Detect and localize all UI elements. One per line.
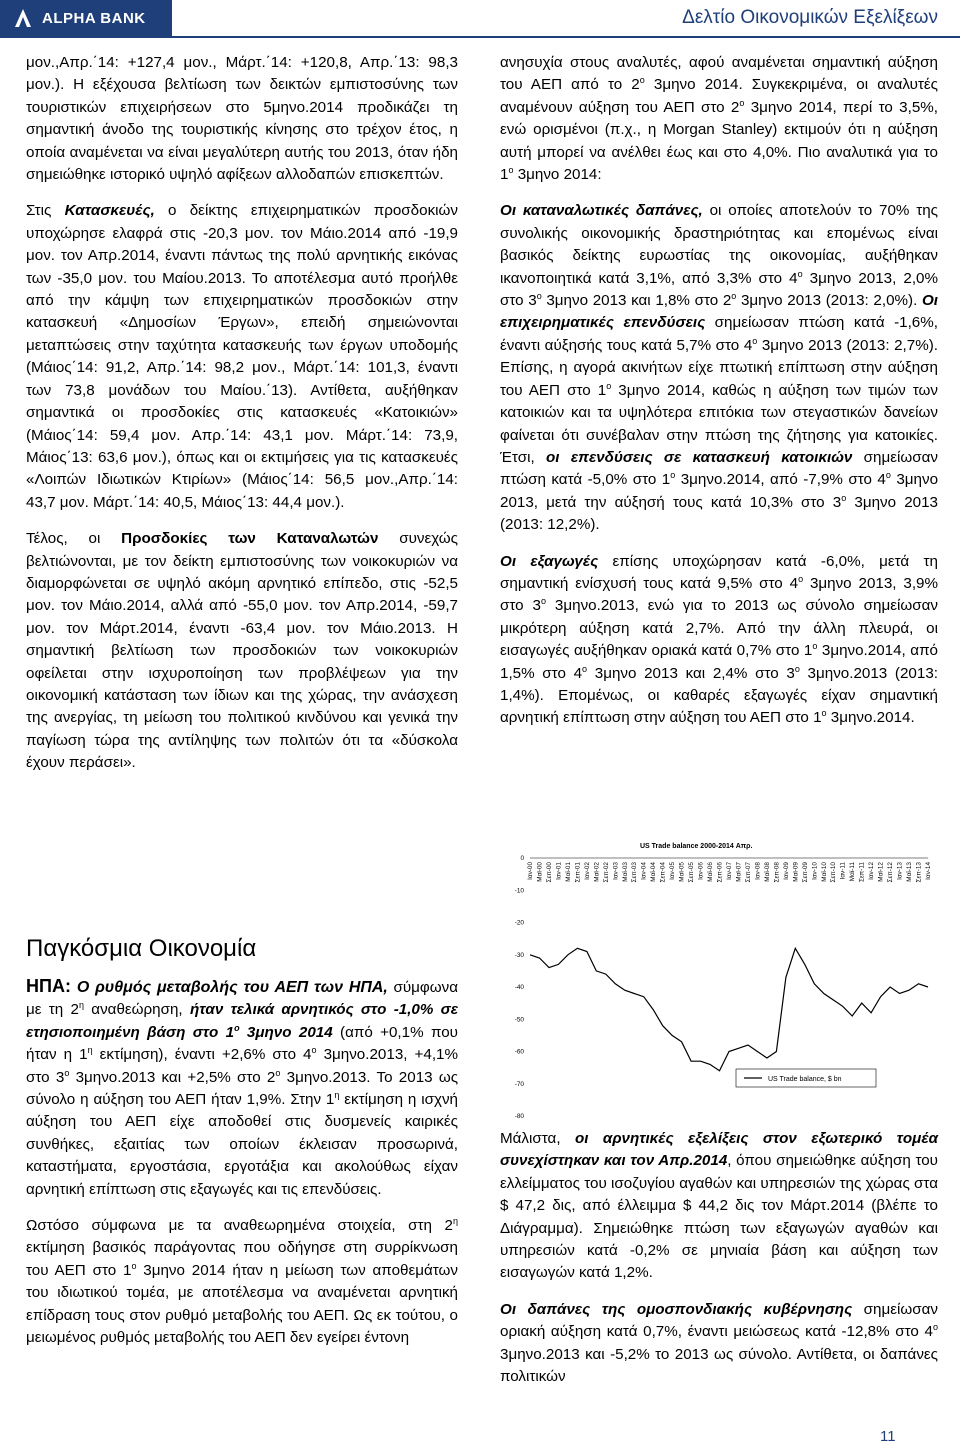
- x-tick-label: Ιαν-11: [839, 862, 847, 880]
- x-tick-label: Μαϊ-12: [877, 862, 885, 882]
- usa-label: ΗΠΑ:: [26, 976, 71, 996]
- x-tick-label: Μαϊ-13: [906, 862, 914, 882]
- x-tick-label: Ιαν-13: [896, 862, 904, 880]
- x-tick-label: Σεπ-09: [801, 862, 809, 883]
- publication-title: Δελτίο Οικονομικών Εξελίξεων: [682, 7, 938, 28]
- x-tick-label: Μαϊ-07: [735, 862, 743, 882]
- x-tick-label: Μαϊ-11: [849, 862, 857, 882]
- consumers-paragraph: Τέλος, οι Προσδοκίες των Καταναλωτών συνεχώς βελτιώνονται, με τον δείκτη εμπιστοσύνης των νοικοκυριών να διαμορφώνεται σε υψηλό ακόμη αρνητικό επίπεδο, στις -52,5 μον. τον Μάιο.2014, αλλά από -55,0 μον. τον Απρ.2014, -59,7 μον. τον Μάρτ.2014, έναντι -63,4 μον. τον Μάιο.2013. Η σημαντική βελτίωση των προσδοκιών των νοικοκυριών οφείλεται στην ισχυροποίηση των προβλέψεων για την οικονομική κατάσταση των ίδιων και της χώρας, την ανάσχεση της ανεργίας, τη μείωση του πολιτικού κινδύνου και γενικά την παγίωση τώρα της αντίληψης των πολιτών ότι τα «δύσκολα έχουν περάσει».: [26, 530, 458, 772]
- left-column: [26, 52, 458, 789]
- x-tick-label: Ιαν-06: [697, 862, 705, 880]
- federal-spending-paragraph: Οι δαπάνες της ομοσπονδιακής κυβέρνησης σημείωσαν οριακή αύξηση κατά 0,7%, έναντι μειώσεως κατά -12,8% στο $4^o$ 3μηνο.2013 και -5,2% το 2013 ως σύνολο. Αντίθετα, οι δαπάνες πολιτικών: [500, 1300, 938, 1386]
- logo: [0, 0, 172, 36]
- x-tick-label: Σεπ-05: [688, 862, 696, 883]
- y-tick-label: -50: [514, 1016, 524, 1024]
- construction-paragraph: Στις Κατασκευές, ο δείκτης επιχειρηματικών προσδοκιών υποχώρησε ελαφρά στις -20,3 μον. τον Μάιο.2014 από -19,9 μον. τον Απρ.2014, έναντι πάντως της πολύ αρνητικής εικόνας των -35,0 μον. του Μαίου.2013. Το αποτέλεσμα αυτό προήλθε από την κάμψη των επιχειρηματικών προσδοκιών στην κατασκευή «Δημοσίων Έργων», επειδή σημειώνονται μεταπτώσεις στην ταχύτητα κατασκευής των έργων υποδομής (Μάιος΄14: 91,2, Απρ.΄14: 98,2 μον., Μάρτ.΄14: 101,3, έναντι των 73,8 μονάδων του Μαίου.΄13). Αντίθετα, αυξήθηκαν σημαντικά οι προσδοκίες στις κατασκευές «Κατοικιών» (Μάιος΄14: 59,4 μον. Απρ.΄14: 43,1 μον. Μάρτ.΄14: 73,9, Μάιος΄13: 63,6 μον.), όπως και οι εκτιμήσεις για τις κατασκευές «Λοιπών Ιδιωτικών Κτιρίων» (Μάιος΄14: 56,5 μον.,Απρ.΄14: 43,7 μον. Μάρτ.΄14: 40,5, Μάιος΄13: 44,4 μον.).: [26, 202, 458, 511]
- trade-balance-chart: [500, 836, 938, 1126]
- x-tick-label: Σεπ-02: [602, 862, 610, 883]
- x-tick-label: Ιαν-05: [669, 862, 677, 880]
- x-tick-label: Ιαν-01: [555, 862, 563, 880]
- exports-paragraph: Οι εξαγωγές επίσης υποχώρησαν κατά -6,0%, μετά τη σημαντική ενίσχυσή τους κατά 9,5% στο $4^o$ 3μηνο 2013, 3,9% στο $3^o$ 3μηνο.2013, ενώ για το 2013 ως σύνολο σημείωσαν μικρότερη αύξηση κατά 2,7%. Από την άλλη πλευρά, οι εισαγωγές αυξήθηκαν οριακά κατά 0,7% στο $1^o$ 3μηνο.2014, από 1,5% στο $4^o$ 3μηνο 2013 και 2,4% στο $3^o$ 3μηνο.2013 (2013: 1,4%). Επομένως, οι καθαρές εξαγωγές είχαν σημαντική αρνητική επίπτωση στην αύξηση του ΑΕΠ στο $1^o$ 3μηνο.2014.: [500, 552, 938, 727]
- consumption-paragraph: Οι καταναλωτικές δαπάνες, οι οποίες αποτελούν το 70% της συνολικής οικονομικής δραστηριότητας και επομένως είναι βασικός δείκτης ευρωστίας της οικονομίας, αυξήθηκαν ικανοποιητικά κατά 3,1%, από 3,3% στο $4^o$ 3μηνο 2013, 2,0% στο $3^o$ 3μηνο 2013 και 1,8% στο $2^o$ 3μηνο 2013 (2013: 2,0%). Οι επιχειρηματικές επενδύσεις σημείωσαν πτώση κατά -1,6%, έναντι αύξησής τους κατά 5,7% στο $4^o$ 3μηνο 2013 (2013: 2,7%). Επίσης, η αγορά ακινήτων είχε πτωτική επίπτωση στην αύξηση του ΑΕΠ στο $1^o$ 3μηνο 2014, καθώς η αύξηση των τιμών των κατοικιών και τα υψηλότερα επιτόκια των στεγαστικών δανείων φαίνεται ότι συνέβαλαν στην πτώση της ζήτησης για κατοικίες. Έτσι, οι επενδύσεις σε κατασκευή κατοικιών σημείωσαν πτώση κατά -5,0% στο $1^o$ 3μηνο.2014, από -7,9% στο $4^o$ 3μηνο 2013, μετά την αύξησή τους κατά 10,3% στο $3^o$ 3μηνο 2013 (2013: 12,2%).: [500, 202, 939, 534]
- x-tick-label: Σεπ-07: [744, 862, 752, 883]
- y-tick-label: -80: [514, 1113, 524, 1120]
- section-title: Παγκόσμια Οικονομία: [26, 935, 257, 962]
- x-tick-label: Μαϊ-01: [564, 862, 572, 882]
- x-tick-label: Ιαν-00: [527, 862, 534, 880]
- x-tick-label: Σεπ-00: [545, 862, 553, 883]
- x-tick-label: Ιαν-03: [612, 862, 620, 880]
- x-tick-label: Μαϊ-08: [763, 862, 771, 882]
- chart-legend: [736, 1069, 876, 1087]
- right-column-lower: [500, 1128, 938, 1402]
- x-tick-label: Μαϊ-09: [792, 862, 800, 882]
- trade-balance-chart-svg: [500, 836, 938, 1126]
- x-tick-label: Μαϊ-06: [707, 862, 715, 882]
- x-tick-label: Μαϊ-10: [820, 862, 828, 882]
- y-tick-label: -30: [514, 951, 524, 959]
- x-tick-label: Σεπ-06: [716, 862, 724, 883]
- alpha-bank-emblem-icon: [12, 7, 34, 29]
- y-tick-label: -40: [514, 984, 524, 991]
- x-tick-label: Σεπ-01: [574, 862, 582, 883]
- x-tick-label: Ιαν-12: [868, 862, 876, 880]
- x-tick-label: Ιαν-07: [726, 862, 733, 880]
- page-header: [0, 0, 960, 36]
- y-tick-label: -70: [514, 1080, 524, 1088]
- x-tick-label: Μαϊ-03: [621, 862, 629, 882]
- x-tick-label: Ιαν-02: [583, 862, 591, 880]
- analysts-paragraph: ανησυχία στους αναλυτές, αφού αναμένεται σημαντική αύξηση του ΑΕΠ από το $2^o$ 3μηνο 2014. Συγκεκριμένα, οι αναλυτές αναμένουν αύξηση του ΑΕΠ στο $2^o$ 3μηνο 2014, περί το 3,5%, ενώ ορισμένοι (π.χ., η Morgan Stanley) εκτιμούν ότι η αύξηση αυτή μπορεί να ανέλθει έως και στο 4,0%. Πιο αναλυτικά για το $1^o$ 3μηνο 2014:: [500, 54, 939, 184]
- x-tick-label: Σεπ-10: [830, 862, 838, 883]
- external-sector-paragraph: Μάλιστα, οι αρνητικές εξελίξεις στον εξωτερικό τομέα συνεχίστηκαν και τον Απρ.2014, όπου σημειώθηκε αύξηση του ελλείμματος του ισοζυγίου αγαθών και υπηρεσιών της χώρας στα $ 47,2 δις, από έλλειμμα $ 44,2 δις τον Μάρτ.2014 (βλέπε το Διάγραμμα). Σημειώθηκε πτώση των εξαγωγών αγαθών και υπηρεσιών κατά -0,2% σε μηνιαία βάση και αύξηση των εισαγωγών κατά 1,2%.: [500, 1130, 938, 1282]
- x-tick-label: Μαϊ-04: [650, 862, 658, 882]
- y-tick-label: -20: [514, 919, 524, 927]
- x-tick-label: Ιαν-10: [811, 862, 819, 880]
- logo-text: ALPHA BANK: [42, 9, 146, 27]
- construction-heading: Κατασκευές,: [64, 202, 155, 220]
- x-tick-label: Σεπ-04: [659, 862, 667, 883]
- tourism-paragraph: μον.,Απρ.΄14: +127,4 μον., Μάρτ.΄14: +120,8, Απρ.΄13: 98,3 μον.). Η εξέχουσα βελτίωση των δεικτών εμπιστοσύνης των τουριστικών επιχειρήσεων στο 5μηνο.2014 προδικάζει τη σημαντική άνοδο της τουριστικής κίνησης στο τρέχον έτος, η οποία αναμένεται να είναι μεγαλύτερη αυτής του 2013, όταν ήδη σημειώθηκε ιστορικό υψηλό αφίξεων αλλοδαπών επισκεπτών.: [26, 54, 458, 184]
- x-tick-label: Σεπ-11: [858, 862, 866, 882]
- usa-revision-paragraph: Ωστόσο σύμφωνα με τα αναθεωρημένα στοιχεία, στη $2^\eta$ εκτίμηση βασικός παράγοντας που οδήγησε στη συρρίκνωση του ΑΕΠ στο $1^o$ 3μηνο 2014 ήταν η μείωση των αποθεμάτων του ιδιωτικού τομέα, με αποτέλεσμα να αναμένεται αρνητική επίδραση τους στον ρυθμό μεταβολής του ΑΕΠ. Ως εκ τούτου, ο μειωμένος ρυθμός μεταβολής του ΑΕΠ δεν εγείρει έντονη: [26, 1216, 458, 1347]
- y-tick-label: 0: [520, 855, 524, 862]
- x-tick-label: Σεπ-12: [887, 862, 895, 883]
- trade-balance-series-line: [530, 948, 928, 1071]
- x-tick-label: Ιαν-04: [640, 862, 648, 880]
- usa-gdp-paragraph: ΗΠΑ: Ο ρυθμός μεταβολής του ΑΕΠ των ΗΠΑ, σύμφωνα με τη $2^\eta$ αναθεώρηση, ήταν τελικά αρνητικός στο -1,0% σε ετησιοποιημένη βάση στο $1^o$ 3μηνο 2014 (από +0,1% που ήταν η $1^\eta$ εκτίμηση), έναντι +2,6% στο $4^o$ 3μηνο.2013, +4,1% στο $3^o$ 3μηνο.2013 και +2,5% στο $2^o$ 3μηνο.2013. Το 2013 ως σύνολο η αύξηση του ΑΕΠ ήταν 1,9%. Στην $1^\eta$ εκτίμηση η ισχνή αύξηση του ΑΕΠ είχε αποδοθεί στις δυσμενείς καιρικές συνθήκες, εξαιτίας των οποίων έκλεισαν προσωρινά, καταστήματα, εργοστάσια, εργοτάξια και ακολούθως είχαν αρνητική επίπτωση στις εξαγωγές και τις επενδύσεις.: [26, 976, 459, 1198]
- x-tick-label: Ιαν-14: [925, 862, 932, 880]
- usa-section: [26, 975, 458, 1364]
- y-tick-label: -10: [514, 887, 524, 895]
- x-tick-label: Μαϊ-05: [678, 862, 686, 882]
- consumer-expectations-heading: Προσδοκίες των Καταναλωτών: [121, 530, 379, 548]
- x-tick-label: Ιαν-09: [782, 862, 790, 880]
- x-tick-label: Μαϊ-00: [536, 862, 544, 882]
- x-tick-label: Σεπ-08: [773, 862, 781, 883]
- x-tick-label: Ιαν-08: [754, 862, 762, 880]
- chart-title: US Trade balance 2000-2014 Απρ.: [640, 843, 753, 850]
- header-divider: [0, 36, 960, 38]
- x-tick-label: Σεπ-13: [915, 862, 923, 883]
- y-tick-label: -60: [514, 1048, 524, 1056]
- right-column: [500, 52, 938, 744]
- x-tick-label: Μαϊ-02: [593, 862, 601, 882]
- x-tick-label: Σεπ-03: [631, 862, 639, 883]
- page-number: 11: [880, 1428, 896, 1445]
- chart-legend-label: US Trade balance, $ bn: [768, 1076, 842, 1083]
